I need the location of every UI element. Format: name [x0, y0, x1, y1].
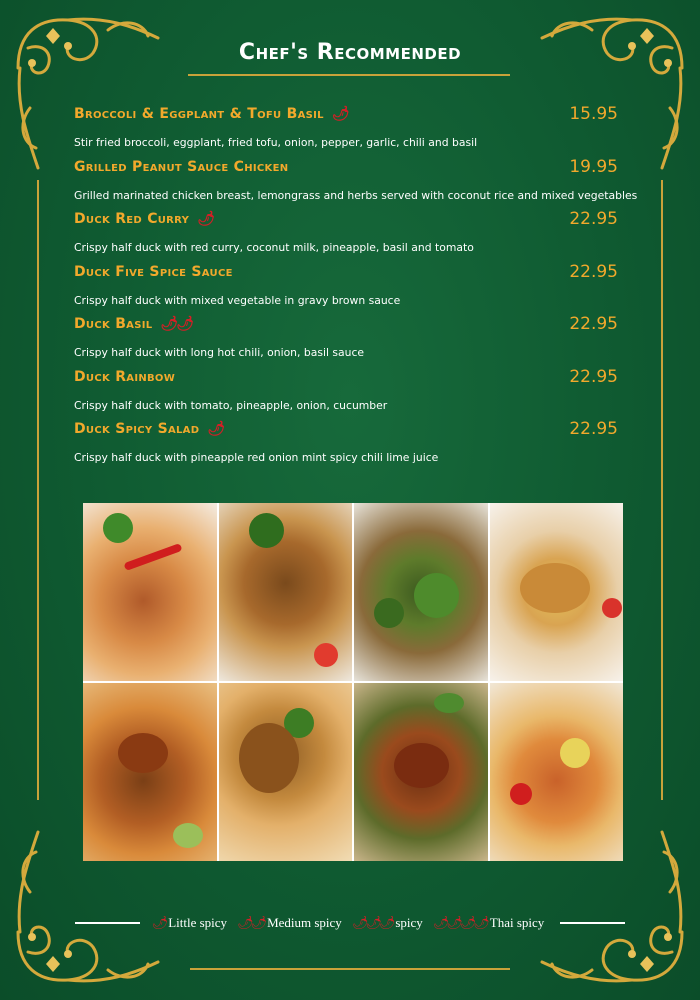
- duck-spicy-salad-photo: [354, 683, 488, 861]
- menu-item: [74, 421, 618, 474]
- legend-label: Medium spicy: [267, 915, 342, 930]
- chili-icon: 🌶🌶: [160, 316, 192, 332]
- page-title: Chef's Recommended: [238, 40, 462, 65]
- menu-item: [74, 316, 618, 369]
- item-name: Broccoli & Eggplant & Tofu Basil: [74, 106, 324, 122]
- duck-rainbow-photo: [83, 683, 217, 861]
- legend-entry: [237, 915, 342, 931]
- legend-rule-right: [560, 922, 625, 924]
- chili-icon: 🌶🌶🌶: [351, 915, 393, 930]
- legend-label: Thai spicy: [489, 915, 545, 930]
- duck-curry-pineapple-photo: [490, 683, 624, 861]
- menu-item: [74, 156, 638, 212]
- item-description: Crispy half duck with mixed vegetable in gravy brown sauce: [74, 293, 401, 307]
- item-name: Duck Five Spice Sauce: [74, 263, 233, 280]
- item-name: Duck Red Curry: [74, 211, 190, 227]
- item-name: Duck Rainbow: [74, 368, 176, 385]
- chili-icon: 🌶: [331, 106, 348, 122]
- menu-list: [74, 104, 638, 474]
- chili-icon: 🌶: [151, 915, 166, 930]
- item-price: 22.95: [569, 314, 618, 334]
- duck-basil-photo: [219, 503, 353, 681]
- item-price: 15.95: [569, 104, 618, 124]
- menu-item: [74, 106, 618, 159]
- spice-legend: [0, 915, 700, 931]
- item-name: Duck Spicy Salad: [74, 421, 200, 437]
- item-name: Grilled Peanut Sauce Chicken: [74, 158, 289, 175]
- duck-five-spice-photo: [219, 683, 353, 861]
- item-description: Stir fried broccoli, eggplant, fried tofu, onion, pepper, garlic, chili and basil: [74, 136, 478, 149]
- legend-label: Little spicy: [168, 915, 228, 930]
- legend-entry: [352, 915, 423, 931]
- item-description: Crispy half duck with long hot chili, onion, basil sauce: [74, 346, 365, 359]
- chili-icon: 🌶🌶: [237, 915, 265, 930]
- item-price: 19.95: [569, 156, 618, 177]
- duck-red-curry-photo: [83, 503, 217, 681]
- border-line-bottom: [190, 968, 510, 970]
- menu-item: [74, 211, 618, 264]
- legend-entry: [433, 915, 545, 931]
- grilled-peanut-chicken-photo: [490, 503, 624, 681]
- item-description: Grilled marinated chicken breast, lemongrass and herbs served with coconut rice and mixed vegetables: [74, 188, 638, 202]
- item-description: Crispy half duck with pineapple red onion mint spicy chili lime juice: [74, 451, 439, 464]
- menu-item: [74, 366, 618, 422]
- item-price: 22.95: [569, 261, 618, 282]
- legend-label: spicy: [395, 915, 423, 930]
- border-line-right: [661, 180, 663, 800]
- title-underline: [188, 74, 510, 76]
- chili-icon: 🌶: [207, 421, 224, 437]
- item-name: Duck Basil: [74, 316, 153, 332]
- menu-item: [74, 261, 618, 317]
- item-price: 22.95: [569, 209, 618, 229]
- border-line-left: [37, 180, 39, 800]
- item-description: Crispy half duck with red curry, coconut milk, pineapple, basil and tomato: [74, 241, 474, 254]
- legend-entry: [152, 915, 227, 931]
- item-description: Crispy half duck with tomato, pineapple, onion, cucumber: [74, 398, 388, 412]
- chili-icon: 🌶: [197, 211, 213, 227]
- legend-rule-left: [75, 922, 140, 924]
- item-price: 22.95: [569, 419, 618, 439]
- broccoli-tofu-basil-photo: [354, 503, 488, 681]
- item-price: 22.95: [569, 366, 618, 387]
- chili-icon: 🌶🌶🌶🌶: [432, 915, 487, 930]
- food-photo-grid: [83, 503, 623, 861]
